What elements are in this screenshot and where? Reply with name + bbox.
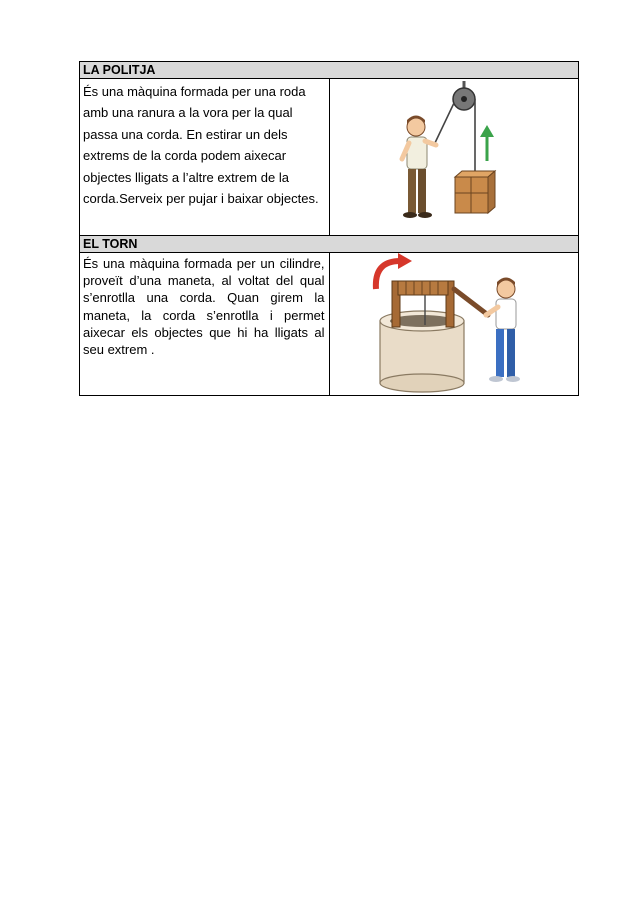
winch-illustration-cell [329, 253, 579, 396]
pulley-content-row [80, 79, 579, 236]
boy-figure [486, 278, 520, 383]
winch-title: EL TORN [80, 236, 579, 253]
simple-machines-table [79, 61, 579, 396]
box-icon [455, 171, 495, 213]
document-sheet [79, 61, 579, 396]
pulley-illustration-cell [329, 79, 579, 236]
pulley-rope-pull [434, 103, 454, 145]
pulley-illustration [330, 79, 560, 235]
pulley-description: És una màquina formada per una roda amb una ranura a la vora per la qual passa una corda. En estirar un dels extrems de la corda podem aixecar objectes lligats a l’altre extrem de la corda.Serveix per pujar i baixar objectes. [80, 79, 330, 236]
winch-cylinder [398, 281, 448, 295]
boy-figure [402, 116, 436, 219]
winch-header-row [80, 236, 579, 253]
winch-content-row [80, 253, 579, 396]
up-arrow-icon [480, 125, 494, 161]
winch-illustration [330, 253, 560, 395]
pulley-header-row [80, 62, 579, 79]
winch-handle [454, 289, 488, 315]
pulley-axle [461, 96, 467, 102]
winch-description: És una màquina formada per un cilindre, proveït d’una maneta, al voltat del qual s’enrotlla una corda. Quan girem la maneta, la corda s’enrotlla i permet aixecar els objectes que hi ha lligats al seu extrem . [80, 253, 330, 396]
pulley-title: LA POLITJA [80, 62, 579, 79]
